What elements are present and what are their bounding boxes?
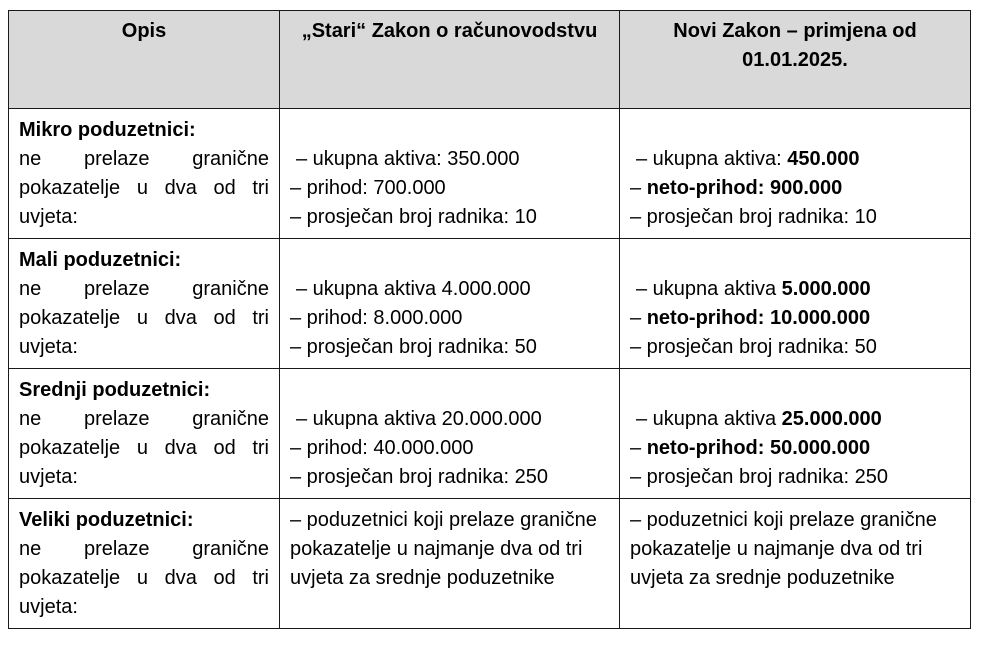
new-employees: – prosječan broj radnika: 50 <box>630 336 877 358</box>
old-employees: – prosječan broj radnika: 50 <box>290 336 537 358</box>
new-total-assets: – ukupna aktiva 25.000.000 <box>636 408 882 430</box>
table-row <box>9 109 971 239</box>
new-net-revenue: – neto-prihod: 900.000 <box>630 177 843 199</box>
row-description <box>9 109 280 239</box>
old-total-assets: – ukupna aktiva 4.000.000 <box>296 278 531 300</box>
new-law-cell <box>620 499 971 629</box>
header-new-law: Novi Zakon – primjena od 01.01.2025. <box>620 11 971 109</box>
old-law-cell <box>280 499 620 629</box>
new-total-assets: – ukupna aktiva: 450.000 <box>636 148 860 170</box>
comparison-table-container <box>8 10 971 629</box>
comparison-table <box>8 10 971 629</box>
row-description <box>9 369 280 499</box>
row-condition: ne prelaze granične pokazatelje u dva od tri uvjeta: <box>19 538 269 618</box>
old-total-assets: – ukupna aktiva: 350.000 <box>296 148 520 170</box>
new-employees: – prosječan broj radnika: 250 <box>630 466 888 488</box>
old-revenue: – prihod: 700.000 <box>290 177 446 199</box>
header-old-law: „Stari“ Zakon o računovodstvu <box>280 11 620 109</box>
row-description <box>9 239 280 369</box>
table-header-row <box>9 11 971 109</box>
header-description: Opis <box>9 11 280 109</box>
old-law-cell <box>280 109 620 239</box>
row-title: Srednji poduzetnici: <box>19 379 211 401</box>
new-employees: – prosječan broj radnika: 10 <box>630 206 877 228</box>
row-condition: ne prelaze granične pokazatelje u dva od tri uvjeta: <box>19 148 269 228</box>
table-row <box>9 369 971 499</box>
new-law-cell <box>620 239 971 369</box>
row-title: Mali poduzetnici: <box>19 249 182 271</box>
table-row <box>9 499 971 629</box>
new-law-cell <box>620 369 971 499</box>
row-condition: ne prelaze granične pokazatelje u dva od tri uvjeta: <box>19 408 269 488</box>
row-condition: ne prelaze granične pokazatelje u dva od tri uvjeta: <box>19 278 269 358</box>
row-title: Veliki poduzetnici: <box>19 509 194 531</box>
old-employees: – prosječan broj radnika: 10 <box>290 206 537 228</box>
row-title: Mikro poduzetnici: <box>19 119 196 141</box>
old-law-cell <box>280 369 620 499</box>
old-revenue: – prihod: 40.000.000 <box>290 437 474 459</box>
new-total-assets: – ukupna aktiva 5.000.000 <box>636 278 871 300</box>
new-net-revenue: – neto-prihod: 10.000.000 <box>630 307 871 329</box>
row-description <box>9 499 280 629</box>
old-revenue: – prihod: 8.000.000 <box>290 307 463 329</box>
new-net-revenue: – neto-prihod: 50.000.000 <box>630 437 871 459</box>
new-law-cell <box>620 109 971 239</box>
old-employees: – prosječan broj radnika: 250 <box>290 466 548 488</box>
old-total-assets: – ukupna aktiva 20.000.000 <box>296 408 542 430</box>
old-large-definition: – poduzetnici koji prelaze granične pokazatelje u najmanje dva od tri uvjeta za srednje poduzetnike <box>290 509 597 589</box>
table-row <box>9 239 971 369</box>
new-large-definition: – poduzetnici koji prelaze granične pokazatelje u najmanje dva od tri uvjeta za srednje poduzetnike <box>630 509 937 589</box>
old-law-cell <box>280 239 620 369</box>
